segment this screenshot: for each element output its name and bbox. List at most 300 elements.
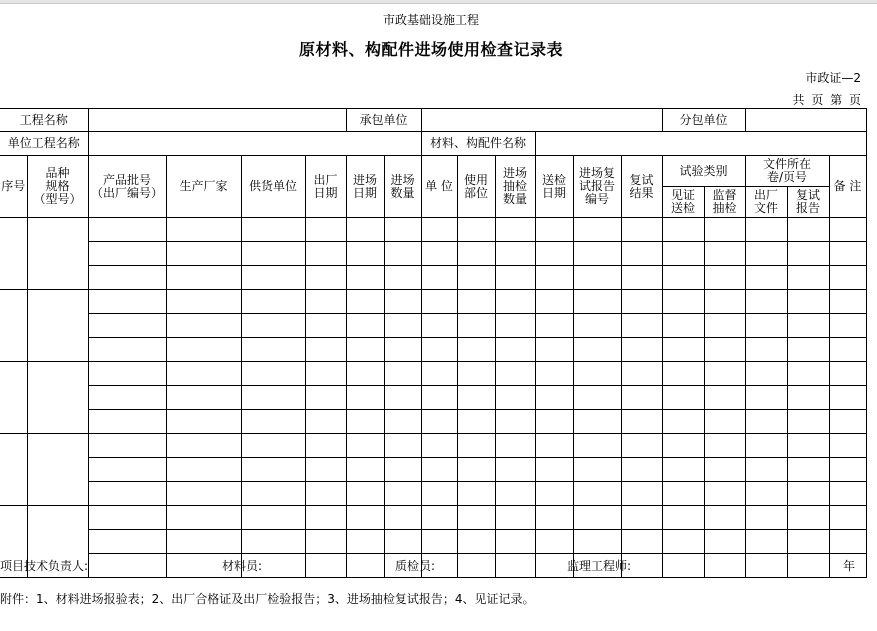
col-recheck-result-text: 复试 结果 bbox=[629, 172, 654, 200]
col-supplier-text: 供货单位 bbox=[248, 179, 297, 193]
col-test-type bbox=[662, 156, 745, 187]
data-cell[interactable] bbox=[305, 362, 346, 386]
col-entry-date bbox=[346, 156, 384, 218]
data-cell[interactable] bbox=[745, 482, 787, 506]
data-cell[interactable] bbox=[457, 242, 495, 266]
table-row bbox=[0, 506, 866, 530]
col-supervise bbox=[704, 187, 745, 218]
data-cell[interactable] bbox=[745, 314, 787, 338]
data-cell[interactable] bbox=[346, 386, 384, 410]
data-cell[interactable] bbox=[495, 410, 535, 434]
data-cell[interactable] bbox=[829, 386, 866, 410]
data-cell[interactable] bbox=[166, 290, 241, 314]
data-cell[interactable] bbox=[305, 242, 346, 266]
data-cell[interactable] bbox=[346, 530, 384, 554]
col-variety bbox=[27, 156, 88, 218]
col-remark bbox=[829, 156, 866, 218]
data-cell[interactable] bbox=[745, 266, 787, 290]
data-cell[interactable] bbox=[495, 218, 535, 242]
data-cell[interactable] bbox=[662, 362, 704, 386]
data-cell[interactable] bbox=[88, 242, 166, 266]
data-cell[interactable] bbox=[384, 338, 421, 362]
variety-cell[interactable] bbox=[27, 218, 88, 290]
subcontractor-value[interactable] bbox=[745, 109, 866, 132]
data-cell[interactable] bbox=[535, 218, 573, 242]
data-cell[interactable] bbox=[457, 482, 495, 506]
data-cell[interactable] bbox=[457, 362, 495, 386]
data-cell[interactable] bbox=[621, 338, 662, 362]
data-cell[interactable] bbox=[88, 362, 166, 386]
data-cell[interactable] bbox=[662, 410, 704, 434]
data-cell[interactable] bbox=[384, 482, 421, 506]
data-cell[interactable] bbox=[457, 290, 495, 314]
data-cell[interactable] bbox=[305, 458, 346, 482]
data-cell[interactable] bbox=[495, 314, 535, 338]
data-cell[interactable] bbox=[621, 482, 662, 506]
data-cell[interactable] bbox=[787, 242, 829, 266]
col-report-no bbox=[573, 156, 621, 218]
data-cell[interactable] bbox=[88, 338, 166, 362]
data-cell[interactable] bbox=[621, 290, 662, 314]
data-cell[interactable] bbox=[829, 218, 866, 242]
data-cell[interactable] bbox=[421, 386, 457, 410]
data-cell[interactable] bbox=[241, 506, 305, 530]
data-cell[interactable] bbox=[745, 386, 787, 410]
data-cell[interactable] bbox=[384, 290, 421, 314]
tech-lead-label: 项目技术负责人: bbox=[0, 559, 89, 573]
data-cell[interactable] bbox=[346, 242, 384, 266]
data-cell[interactable] bbox=[241, 266, 305, 290]
data-cell[interactable] bbox=[241, 362, 305, 386]
data-cell[interactable] bbox=[346, 410, 384, 434]
data-cell[interactable] bbox=[662, 482, 704, 506]
variety-cell[interactable] bbox=[27, 434, 88, 506]
data-cell[interactable] bbox=[384, 266, 421, 290]
data-cell[interactable] bbox=[384, 506, 421, 530]
data-cell[interactable] bbox=[787, 290, 829, 314]
data-cell[interactable] bbox=[457, 410, 495, 434]
data-cell[interactable] bbox=[166, 506, 241, 530]
data-cell[interactable] bbox=[745, 218, 787, 242]
data-cell[interactable] bbox=[166, 218, 241, 242]
data-cell[interactable] bbox=[166, 338, 241, 362]
data-cell[interactable] bbox=[662, 218, 704, 242]
data-cell[interactable] bbox=[166, 386, 241, 410]
table-row bbox=[0, 386, 866, 410]
data-cell[interactable] bbox=[495, 482, 535, 506]
data-cell[interactable] bbox=[829, 434, 866, 458]
data-cell[interactable] bbox=[829, 458, 866, 482]
data-cell[interactable] bbox=[745, 458, 787, 482]
data-cell[interactable] bbox=[384, 410, 421, 434]
data-cell[interactable] bbox=[662, 290, 704, 314]
data-cell[interactable] bbox=[421, 242, 457, 266]
data-cell[interactable] bbox=[88, 482, 166, 506]
data-cell[interactable] bbox=[621, 530, 662, 554]
data-cell[interactable] bbox=[573, 338, 621, 362]
data-cell[interactable] bbox=[745, 362, 787, 386]
data-cell[interactable] bbox=[346, 314, 384, 338]
seq-cell[interactable] bbox=[0, 362, 27, 434]
data-cell[interactable] bbox=[495, 530, 535, 554]
data-cell[interactable] bbox=[166, 458, 241, 482]
data-cell[interactable] bbox=[495, 266, 535, 290]
data-cell[interactable] bbox=[704, 506, 745, 530]
data-cell[interactable] bbox=[305, 482, 346, 506]
data-cell[interactable] bbox=[621, 506, 662, 530]
data-cell[interactable] bbox=[704, 218, 745, 242]
col-factory-file bbox=[745, 187, 787, 218]
data-cell[interactable] bbox=[573, 482, 621, 506]
data-cell[interactable] bbox=[621, 218, 662, 242]
data-cell[interactable] bbox=[829, 290, 866, 314]
data-cell[interactable] bbox=[535, 290, 573, 314]
data-cell[interactable] bbox=[704, 314, 745, 338]
col-factory-date bbox=[305, 156, 346, 218]
data-cell[interactable] bbox=[384, 434, 421, 458]
col-batch bbox=[88, 156, 166, 218]
data-cell[interactable] bbox=[621, 434, 662, 458]
table-row bbox=[0, 458, 866, 482]
data-cell[interactable] bbox=[829, 338, 866, 362]
data-cell[interactable] bbox=[745, 242, 787, 266]
col-sample-qty-text: 进场 抽检 数量 bbox=[502, 166, 527, 206]
data-cell[interactable] bbox=[573, 434, 621, 458]
data-cell[interactable] bbox=[662, 506, 704, 530]
data-cell[interactable] bbox=[621, 314, 662, 338]
col-batch-text: 产品批号 （出厂编号） bbox=[90, 172, 163, 200]
col-unit-text: 单 位 bbox=[425, 179, 453, 193]
data-cell[interactable] bbox=[305, 530, 346, 554]
material-name-label: 材料、构配件名称 bbox=[421, 132, 535, 156]
data-cell[interactable] bbox=[745, 530, 787, 554]
data-cell[interactable] bbox=[88, 386, 166, 410]
data-cell[interactable] bbox=[241, 482, 305, 506]
data-cell[interactable] bbox=[787, 530, 829, 554]
data-cell[interactable] bbox=[745, 290, 787, 314]
data-cell[interactable] bbox=[421, 314, 457, 338]
data-cell[interactable] bbox=[166, 434, 241, 458]
data-cell[interactable] bbox=[346, 458, 384, 482]
col-manufacturer-text: 生产厂家 bbox=[179, 179, 228, 193]
data-cell[interactable] bbox=[787, 362, 829, 386]
data-cell[interactable] bbox=[662, 338, 704, 362]
data-cell[interactable] bbox=[535, 266, 573, 290]
data-cell[interactable] bbox=[241, 530, 305, 554]
data-cell[interactable] bbox=[787, 434, 829, 458]
data-cell[interactable] bbox=[166, 242, 241, 266]
data-cell[interactable] bbox=[573, 410, 621, 434]
col-file-location bbox=[745, 156, 829, 187]
variety-cell[interactable] bbox=[27, 290, 88, 362]
data-cell[interactable] bbox=[346, 434, 384, 458]
data-cell[interactable] bbox=[495, 290, 535, 314]
data-cell[interactable] bbox=[421, 338, 457, 362]
data-cell[interactable] bbox=[241, 434, 305, 458]
data-cell[interactable] bbox=[166, 482, 241, 506]
data-cell[interactable] bbox=[88, 290, 166, 314]
data-cell[interactable] bbox=[421, 482, 457, 506]
data-cell[interactable] bbox=[384, 458, 421, 482]
data-cell[interactable] bbox=[305, 506, 346, 530]
data-cell[interactable] bbox=[384, 386, 421, 410]
table-row bbox=[0, 242, 866, 266]
data-cell[interactable] bbox=[621, 410, 662, 434]
data-cell[interactable] bbox=[166, 314, 241, 338]
data-cell[interactable] bbox=[621, 362, 662, 386]
data-cell[interactable] bbox=[621, 266, 662, 290]
col-unit bbox=[421, 156, 457, 218]
table-row bbox=[0, 218, 866, 242]
year-label: 年 bbox=[843, 559, 856, 573]
data-cell[interactable] bbox=[573, 218, 621, 242]
data-cell[interactable] bbox=[573, 458, 621, 482]
data-cell[interactable] bbox=[829, 482, 866, 506]
data-cell[interactable] bbox=[166, 530, 241, 554]
col-entry-date-text: 进场 日期 bbox=[352, 172, 377, 200]
seq-cell[interactable] bbox=[0, 218, 27, 290]
unit-project-name-value[interactable] bbox=[88, 132, 421, 156]
data-cell[interactable] bbox=[305, 338, 346, 362]
data-cell[interactable] bbox=[829, 314, 866, 338]
data-cell[interactable] bbox=[495, 338, 535, 362]
data-cell[interactable] bbox=[573, 314, 621, 338]
data-cell[interactable] bbox=[829, 362, 866, 386]
data-cell[interactable] bbox=[457, 314, 495, 338]
data-cell[interactable] bbox=[457, 434, 495, 458]
data-cell[interactable] bbox=[457, 530, 495, 554]
data-cell[interactable] bbox=[573, 362, 621, 386]
data-cell[interactable] bbox=[457, 386, 495, 410]
data-cell[interactable] bbox=[535, 482, 573, 506]
data-cell[interactable] bbox=[704, 338, 745, 362]
data-cell[interactable] bbox=[166, 266, 241, 290]
data-cell[interactable] bbox=[421, 362, 457, 386]
data-cell[interactable] bbox=[495, 362, 535, 386]
seq-cell[interactable] bbox=[0, 290, 27, 362]
data-cell[interactable] bbox=[88, 266, 166, 290]
data-cell[interactable] bbox=[621, 386, 662, 410]
data-cell[interactable] bbox=[495, 458, 535, 482]
material-clerk-label: 材料员: bbox=[222, 559, 263, 573]
data-cell[interactable] bbox=[787, 386, 829, 410]
data-cell[interactable] bbox=[457, 506, 495, 530]
data-cell[interactable] bbox=[535, 386, 573, 410]
data-cell[interactable] bbox=[535, 530, 573, 554]
data-cell[interactable] bbox=[662, 314, 704, 338]
data-cell[interactable] bbox=[421, 458, 457, 482]
project-name-value[interactable] bbox=[88, 109, 346, 132]
data-cell[interactable] bbox=[787, 410, 829, 434]
form-code: 市政证—2 bbox=[805, 71, 861, 85]
data-cell[interactable] bbox=[346, 482, 384, 506]
data-cell[interactable] bbox=[535, 506, 573, 530]
col-witness bbox=[662, 187, 704, 218]
data-cell[interactable] bbox=[535, 314, 573, 338]
data-cell[interactable] bbox=[573, 266, 621, 290]
data-cell[interactable] bbox=[704, 386, 745, 410]
data-cell[interactable] bbox=[704, 290, 745, 314]
data-cell[interactable] bbox=[704, 266, 745, 290]
data-cell[interactable] bbox=[241, 410, 305, 434]
data-cell[interactable] bbox=[495, 242, 535, 266]
subcontractor-label: 分包单位 bbox=[662, 109, 745, 132]
data-cell[interactable] bbox=[662, 242, 704, 266]
data-cell[interactable] bbox=[787, 218, 829, 242]
data-cell[interactable] bbox=[704, 362, 745, 386]
data-cell[interactable] bbox=[535, 338, 573, 362]
data-cell[interactable] bbox=[241, 218, 305, 242]
data-cell[interactable] bbox=[704, 410, 745, 434]
col-entry-qty-text: 进场 数量 bbox=[390, 172, 415, 200]
data-cell[interactable] bbox=[421, 266, 457, 290]
data-cell[interactable] bbox=[241, 386, 305, 410]
col-usage-part bbox=[457, 156, 495, 218]
data-cell[interactable] bbox=[662, 266, 704, 290]
data-cell[interactable] bbox=[421, 434, 457, 458]
data-cell[interactable] bbox=[787, 338, 829, 362]
data-cell[interactable] bbox=[621, 242, 662, 266]
data-cell[interactable] bbox=[88, 506, 166, 530]
data-cell[interactable] bbox=[241, 314, 305, 338]
data-cell[interactable] bbox=[457, 266, 495, 290]
data-cell[interactable] bbox=[662, 530, 704, 554]
data-cell[interactable] bbox=[457, 458, 495, 482]
data-cell[interactable] bbox=[829, 242, 866, 266]
data-cell[interactable] bbox=[535, 410, 573, 434]
data-cell[interactable] bbox=[457, 218, 495, 242]
data-cell[interactable] bbox=[535, 434, 573, 458]
data-cell[interactable] bbox=[787, 506, 829, 530]
data-cell[interactable] bbox=[535, 362, 573, 386]
data-cell[interactable] bbox=[305, 290, 346, 314]
data-cell[interactable] bbox=[88, 410, 166, 434]
data-cell[interactable] bbox=[421, 410, 457, 434]
data-cell[interactable] bbox=[662, 458, 704, 482]
table-row bbox=[0, 530, 866, 554]
data-cell[interactable] bbox=[421, 506, 457, 530]
col-manufacturer bbox=[166, 156, 241, 218]
data-cell[interactable] bbox=[535, 458, 573, 482]
data-cell[interactable] bbox=[346, 218, 384, 242]
data-cell[interactable] bbox=[305, 314, 346, 338]
data-cell[interactable] bbox=[787, 266, 829, 290]
data-cell[interactable] bbox=[305, 218, 346, 242]
col-variety-text: 品种 规格 （型号） bbox=[33, 166, 82, 206]
data-cell[interactable] bbox=[346, 290, 384, 314]
data-cell[interactable] bbox=[535, 242, 573, 266]
supervisor-label: 监理工程师: bbox=[567, 559, 632, 573]
data-cell[interactable] bbox=[88, 458, 166, 482]
data-cell[interactable] bbox=[241, 338, 305, 362]
variety-cell[interactable] bbox=[27, 362, 88, 434]
data-cell[interactable] bbox=[495, 434, 535, 458]
inspection-record-table bbox=[0, 108, 867, 578]
data-cell[interactable] bbox=[829, 266, 866, 290]
data-cell[interactable] bbox=[384, 530, 421, 554]
data-cell[interactable] bbox=[421, 530, 457, 554]
data-cell[interactable] bbox=[787, 482, 829, 506]
data-cell[interactable] bbox=[573, 242, 621, 266]
data-cell[interactable] bbox=[346, 506, 384, 530]
table-row bbox=[0, 314, 866, 338]
data-cell[interactable] bbox=[166, 362, 241, 386]
data-cell[interactable] bbox=[346, 362, 384, 386]
data-cell[interactable] bbox=[384, 362, 421, 386]
table-row bbox=[0, 338, 866, 362]
page-info: 共 页 第 页 bbox=[792, 93, 861, 107]
data-cell[interactable] bbox=[662, 386, 704, 410]
data-cell[interactable] bbox=[457, 338, 495, 362]
data-cell[interactable] bbox=[573, 290, 621, 314]
data-cell[interactable] bbox=[495, 506, 535, 530]
data-cell[interactable] bbox=[704, 242, 745, 266]
data-cell[interactable] bbox=[421, 218, 457, 242]
data-cell[interactable] bbox=[495, 386, 535, 410]
col-factory-file-text: 出厂 文件 bbox=[753, 188, 778, 215]
data-cell[interactable] bbox=[384, 242, 421, 266]
data-cell[interactable] bbox=[88, 218, 166, 242]
data-cell[interactable] bbox=[704, 530, 745, 554]
data-cell[interactable] bbox=[384, 314, 421, 338]
data-cell[interactable] bbox=[829, 410, 866, 434]
data-cell[interactable] bbox=[745, 434, 787, 458]
data-cell[interactable] bbox=[745, 338, 787, 362]
data-cell[interactable] bbox=[241, 290, 305, 314]
data-cell[interactable] bbox=[305, 410, 346, 434]
data-cell[interactable] bbox=[421, 290, 457, 314]
data-cell[interactable] bbox=[305, 386, 346, 410]
data-cell[interactable] bbox=[88, 314, 166, 338]
data-cell[interactable] bbox=[305, 266, 346, 290]
col-test-type-text: 试验类别 bbox=[679, 163, 728, 178]
data-cell[interactable] bbox=[704, 434, 745, 458]
seq-cell[interactable] bbox=[0, 434, 27, 506]
data-cell[interactable] bbox=[573, 506, 621, 530]
data-cell[interactable] bbox=[346, 266, 384, 290]
data-cell[interactable] bbox=[88, 530, 166, 554]
data-cell[interactable] bbox=[662, 434, 704, 458]
data-cell[interactable] bbox=[745, 506, 787, 530]
data-cell[interactable] bbox=[621, 458, 662, 482]
data-cell[interactable] bbox=[384, 218, 421, 242]
data-cell[interactable] bbox=[166, 410, 241, 434]
contractor-value[interactable] bbox=[421, 109, 662, 132]
table-row bbox=[0, 434, 866, 458]
data-cell[interactable] bbox=[241, 242, 305, 266]
data-cell[interactable] bbox=[829, 506, 866, 530]
col-supervise-text: 监督 抽检 bbox=[712, 188, 737, 215]
data-cell[interactable] bbox=[704, 482, 745, 506]
data-cell[interactable] bbox=[704, 458, 745, 482]
data-cell[interactable] bbox=[346, 338, 384, 362]
col-seq bbox=[0, 156, 27, 218]
unit-project-name-label: 单位工程名称 bbox=[0, 132, 88, 156]
data-cell[interactable] bbox=[787, 314, 829, 338]
inspector-label: 质检员: bbox=[395, 559, 436, 573]
data-cell[interactable] bbox=[829, 530, 866, 554]
data-cell[interactable] bbox=[573, 386, 621, 410]
data-cell[interactable] bbox=[88, 434, 166, 458]
col-usage-part-text: 使用 部位 bbox=[463, 172, 488, 200]
data-cell[interactable] bbox=[745, 410, 787, 434]
data-cell[interactable] bbox=[305, 434, 346, 458]
material-name-value[interactable] bbox=[535, 132, 866, 156]
col-report-no-text: 进场复 试报告 编号 bbox=[578, 166, 615, 206]
data-cell[interactable] bbox=[787, 458, 829, 482]
data-cell[interactable] bbox=[573, 530, 621, 554]
data-cell[interactable] bbox=[241, 458, 305, 482]
